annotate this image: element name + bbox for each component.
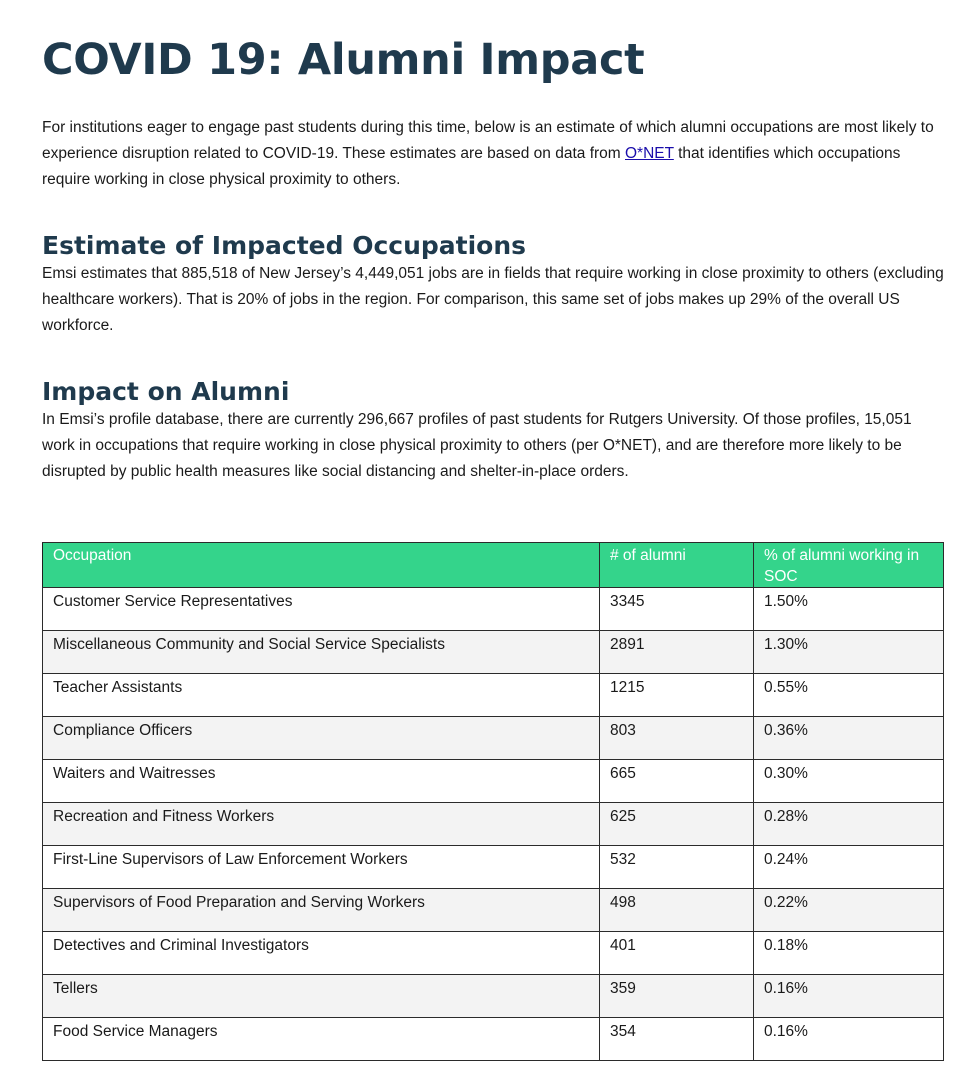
table-row — [43, 803, 944, 846]
column-header-alumni-count: # of alumni — [600, 543, 754, 588]
table-row — [43, 717, 944, 760]
cell-occupation: Compliance Officers — [43, 717, 600, 760]
page-title: COVID 19: Alumni Impact — [42, 35, 645, 85]
cell-alumni-count: 2891 — [600, 631, 754, 674]
cell-occupation: Detectives and Criminal Investigators — [43, 932, 600, 975]
document-page — [42, 30, 946, 485]
cell-alumni-percent: 0.55% — [754, 674, 944, 717]
cell-occupation: Customer Service Representatives — [43, 588, 600, 631]
cell-occupation: First-Line Supervisors of Law Enforcement Workers — [43, 846, 600, 889]
cell-occupation: Recreation and Fitness Workers — [43, 803, 600, 846]
cell-alumni-percent: 0.16% — [754, 975, 944, 1018]
cell-alumni-count: 3345 — [600, 588, 754, 631]
cell-alumni-count: 625 — [600, 803, 754, 846]
intro-text-before-link: For institutions eager to engage past students during this time, below is an estimate of which alumni occupations are most likely to experience disruption related to COVID-19. These estimates are based on data from — [42, 119, 934, 162]
table-row — [43, 975, 944, 1018]
cell-occupation: Teacher Assistants — [43, 674, 600, 717]
cell-occupation: Food Service Managers — [43, 1018, 600, 1061]
table-row — [43, 674, 944, 717]
column-header-alumni-percent: % of alumni working in SOC — [754, 543, 944, 588]
cell-alumni-percent: 0.16% — [754, 1018, 944, 1061]
table-row — [43, 588, 944, 631]
section-heading-impacted-occupations: Estimate of Impacted Occupations — [42, 231, 527, 260]
section-text-impacted-occupations: Emsi estimates that 885,518 of New Jersey’s 4,449,051 jobs are in fields that require working in close proximity to others (excluding healthcare workers). That is 20% of jobs in the region. For comparison, this same set of jobs makes up 29% of the overall US workforce. — [42, 265, 944, 334]
cell-alumni-percent: 1.50% — [754, 588, 944, 631]
cell-occupation: Tellers — [43, 975, 600, 1018]
intro-text-after-link: that identifies which occupations require working in close physical proximity to others. — [42, 145, 901, 188]
table-header-row — [43, 543, 944, 588]
cell-alumni-count: 401 — [600, 932, 754, 975]
section-heading-impact-on-alumni: Impact on Alumni — [42, 377, 290, 406]
table-row — [43, 889, 944, 932]
cell-alumni-percent: 0.28% — [754, 803, 944, 846]
cell-alumni-percent: 0.36% — [754, 717, 944, 760]
cell-alumni-count: 498 — [600, 889, 754, 932]
cell-alumni-count: 803 — [600, 717, 754, 760]
table-row — [43, 760, 944, 803]
table-row — [43, 631, 944, 674]
table-row — [43, 932, 944, 975]
cell-alumni-count: 354 — [600, 1018, 754, 1061]
cell-occupation: Miscellaneous Community and Social Service Specialists — [43, 631, 600, 674]
cell-alumni-percent: 1.30% — [754, 631, 944, 674]
cell-occupation: Waiters and Waitresses — [43, 760, 600, 803]
cell-occupation: Supervisors of Food Preparation and Serving Workers — [43, 889, 600, 932]
intro-paragraph — [42, 115, 942, 193]
cell-alumni-percent: 0.18% — [754, 932, 944, 975]
occupation-table — [42, 542, 944, 1061]
column-header-occupation: Occupation — [43, 543, 600, 588]
cell-alumni-percent: 0.24% — [754, 846, 944, 889]
cell-alumni-count: 359 — [600, 975, 754, 1018]
cell-alumni-count: 665 — [600, 760, 754, 803]
onet-link[interactable]: O*NET — [625, 145, 674, 162]
table-row — [43, 846, 944, 889]
table-row — [43, 1018, 944, 1061]
section-text-impact-on-alumni: In Emsi’s profile database, there are currently 296,667 profiles of past students for Rutgers University. Of those profiles, 15,051 work in occupations that require working in close physical proximity to others (per O*NET), and are therefore more likely to be disrupted by public health measures like social distancing and shelter-in-place orders. — [42, 411, 912, 480]
cell-alumni-percent: 0.30% — [754, 760, 944, 803]
cell-alumni-count: 532 — [600, 846, 754, 889]
cell-alumni-count: 1215 — [600, 674, 754, 717]
cell-alumni-percent: 0.22% — [754, 889, 944, 932]
